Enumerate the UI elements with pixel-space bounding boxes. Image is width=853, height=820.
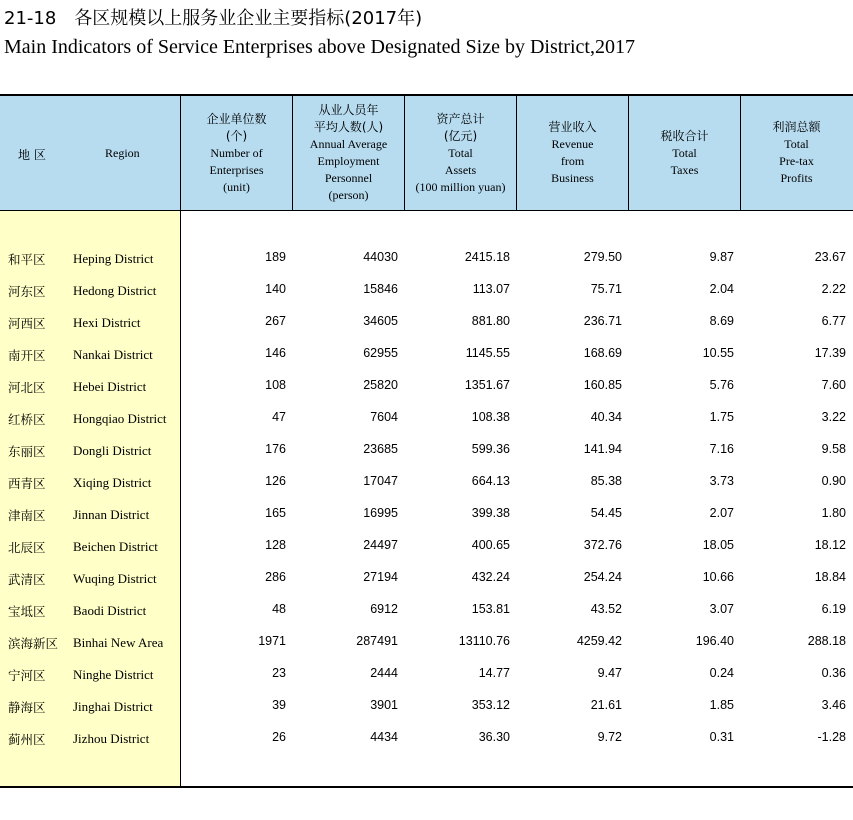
column-header-line: 利润总额 — [772, 120, 821, 134]
region-name-chinese: 河东区 — [8, 284, 46, 299]
cell-value: 168.69 — [583, 346, 622, 360]
region-name-english: Heping District — [73, 251, 154, 266]
cell-value: 9.87 — [709, 250, 734, 264]
cell-value: 4434 — [370, 730, 398, 744]
column-header-line: Business — [551, 171, 594, 185]
cell-value: 18.05 — [702, 538, 734, 552]
cell-value: -1.28 — [817, 730, 846, 744]
region-name-chinese: 东丽区 — [8, 444, 46, 459]
column-header — [629, 96, 740, 210]
region-name-chinese: 宝坻区 — [8, 604, 46, 619]
column-header — [741, 96, 852, 210]
cell-value: 5.76 — [709, 378, 734, 392]
table-row — [0, 596, 853, 628]
table-row — [0, 436, 853, 468]
table-title-chinese: 21-18 各区规模以上服务业企业主要指标(2017年) — [4, 8, 423, 29]
column-header-line: 企业单位数 — [206, 111, 267, 126]
cell-value: 16995 — [363, 506, 398, 520]
cell-value: 165 — [265, 506, 286, 520]
cell-value: 3901 — [370, 698, 398, 712]
bottom-rule — [0, 786, 853, 788]
column-header-line: 从业人员年 — [318, 103, 379, 117]
cell-value: 23 — [272, 666, 286, 680]
cell-value: 1145.55 — [465, 346, 510, 360]
cell-value: 4259.42 — [576, 634, 622, 648]
cell-value: 6.19 — [821, 602, 846, 616]
column-header-line: Assets — [444, 162, 477, 177]
region-name-chinese: 北辰区 — [8, 540, 46, 555]
cell-value: 0.90 — [821, 474, 846, 488]
cell-value: 267 — [265, 314, 286, 328]
cell-value: 10.55 — [702, 346, 734, 360]
region-name-english: Nankai District — [73, 347, 153, 362]
cell-value: 279.50 — [583, 250, 622, 264]
cell-value: 236.71 — [583, 314, 622, 328]
column-header-line: Employment — [317, 154, 380, 168]
region-name-english: Hexi District — [73, 315, 141, 330]
column-header-line: 资产总计 — [436, 111, 485, 126]
region-name-chinese: 宁河区 — [8, 668, 46, 683]
region-name-english: Ninghe District — [73, 667, 154, 682]
column-header-line: 税收合计 — [660, 128, 709, 143]
cell-value: 128 — [265, 538, 286, 552]
cell-value: 372.76 — [583, 538, 622, 552]
table-row — [0, 372, 853, 404]
cell-value: 176 — [265, 442, 286, 456]
cell-value: 13110.76 — [458, 634, 510, 648]
cell-value: 25820 — [363, 378, 398, 392]
region-header-chinese: 地 区 — [18, 148, 46, 162]
cell-value: 141.94 — [583, 442, 622, 456]
column-header-line: (100 million yuan) — [415, 179, 506, 194]
column-header — [405, 96, 516, 210]
cell-value: 9.58 — [821, 442, 846, 456]
table-title-english: Main Indicators of Service Enterprises above Designated Size by District,2017 — [4, 36, 635, 58]
cell-value: 17047 — [363, 474, 398, 488]
cell-value: 10.66 — [702, 570, 734, 584]
cell-value: 18.84 — [814, 570, 846, 584]
region-name-chinese: 河北区 — [8, 380, 46, 395]
cell-value: 153.81 — [471, 602, 510, 616]
table-row — [0, 532, 853, 564]
region-name-chinese: 红桥区 — [8, 412, 46, 427]
region-name-english: Beichen District — [73, 539, 158, 554]
cell-value: 1.80 — [821, 506, 846, 520]
cell-value: 353.12 — [471, 698, 510, 712]
cell-value: 189 — [265, 250, 286, 264]
cell-value: 21.61 — [590, 698, 622, 712]
column-header-line: Total — [672, 145, 697, 160]
cell-value: 288.18 — [807, 634, 846, 648]
cell-value: 254.24 — [583, 570, 622, 584]
cell-value: 9.72 — [597, 730, 622, 744]
cell-value: 1351.67 — [464, 378, 510, 392]
cell-value: 1.75 — [709, 410, 734, 424]
column-header-line: (person) — [328, 188, 369, 202]
table-row — [0, 724, 853, 756]
region-name-english: Hedong District — [73, 283, 157, 298]
cell-value: 24497 — [363, 538, 398, 552]
region-name-english: Binhai New Area — [73, 635, 164, 650]
cell-value: 43.52 — [590, 602, 622, 616]
cell-value: 26 — [272, 730, 286, 744]
cell-value: 286 — [265, 570, 286, 584]
cell-value: 34605 — [363, 314, 398, 328]
table-row — [0, 468, 853, 500]
cell-value: 196.40 — [695, 634, 734, 648]
cell-value: 39 — [272, 698, 286, 712]
cell-value: 2.04 — [709, 282, 734, 296]
column-header-line: Total — [448, 145, 473, 160]
cell-value: 2.22 — [821, 282, 846, 296]
cell-value: 47 — [272, 410, 286, 424]
region-header-english: Region — [105, 146, 140, 160]
cell-value: 0.36 — [821, 666, 846, 680]
table-row — [0, 308, 853, 340]
column-header-line: 营业收入 — [548, 120, 597, 134]
cell-value: 18.12 — [814, 538, 846, 552]
region-name-chinese: 武清区 — [8, 572, 46, 587]
cell-value: 108 — [265, 378, 286, 392]
column-header-line: Profits — [780, 171, 813, 185]
region-name-chinese: 蓟州区 — [8, 732, 46, 747]
column-header-line: 平均人数(人) — [313, 120, 384, 134]
region-name-english: Baodi District — [73, 603, 147, 618]
cell-value: 1971 — [258, 634, 286, 648]
cell-value: 287491 — [356, 634, 398, 648]
table-row — [0, 692, 853, 724]
cell-value: 27194 — [363, 570, 398, 584]
table-row — [0, 340, 853, 372]
cell-value: 2.07 — [709, 506, 734, 520]
column-header-line: (个) — [225, 128, 248, 143]
cell-value: 3.46 — [821, 698, 846, 712]
cell-value: 3.07 — [709, 602, 734, 616]
region-name-chinese: 和平区 — [8, 252, 46, 267]
region-name-english: Jinghai District — [73, 699, 153, 714]
region-name-chinese: 津南区 — [8, 508, 46, 523]
region-name-chinese: 滨海新区 — [8, 636, 59, 651]
table-row — [0, 276, 853, 308]
cell-value: 17.39 — [814, 346, 846, 360]
cell-value: 113.07 — [472, 282, 510, 296]
table-row — [0, 244, 853, 276]
cell-value: 126 — [265, 474, 286, 488]
cell-value: 6912 — [370, 602, 398, 616]
region-name-english: Hongqiao District — [73, 411, 167, 426]
cell-value: 40.34 — [590, 410, 622, 424]
column-header-line: Pre-tax — [779, 154, 814, 168]
region-name-chinese: 静海区 — [8, 700, 46, 715]
column-header-line: (unit) — [223, 179, 250, 194]
column-header-line: Enterprises — [209, 162, 264, 177]
column-header-line: Personnel — [324, 171, 373, 185]
cell-value: 881.80 — [471, 314, 510, 328]
cell-value: 400.65 — [471, 538, 510, 552]
cell-value: 7604 — [370, 410, 398, 424]
cell-value: 432.24 — [471, 570, 510, 584]
cell-value: 8.69 — [709, 314, 734, 328]
column-header-line: Taxes — [670, 162, 699, 177]
column-header-line: from — [560, 154, 585, 168]
cell-value: 85.38 — [590, 474, 622, 488]
region-name-english: Xiqing District — [73, 475, 152, 490]
region-name-chinese: 南开区 — [8, 348, 46, 363]
cell-value: 1.85 — [709, 698, 734, 712]
region-name-english: Hebei District — [73, 379, 147, 394]
table-row — [0, 500, 853, 532]
cell-value: 7.16 — [709, 442, 734, 456]
cell-value: 108.38 — [471, 410, 510, 424]
cell-value: 23.67 — [814, 250, 846, 264]
table-row — [0, 404, 853, 436]
cell-value: 48 — [272, 602, 286, 616]
cell-value: 75.71 — [590, 282, 622, 296]
cell-value: 7.60 — [821, 378, 846, 392]
cell-value: 599.36 — [471, 442, 510, 456]
cell-value: 14.77 — [478, 666, 510, 680]
cell-value: 2444 — [370, 666, 398, 680]
column-header-line: Revenue — [551, 137, 594, 151]
cell-value: 2415.18 — [464, 250, 510, 264]
region-name-chinese: 西青区 — [8, 476, 46, 491]
cell-value: 23685 — [363, 442, 398, 456]
region-name-english: Dongli District — [73, 443, 152, 458]
region-name-chinese: 河西区 — [8, 316, 46, 331]
cell-value: 9.47 — [597, 666, 622, 680]
table-row — [0, 564, 853, 596]
cell-value: 146 — [265, 346, 286, 360]
cell-value: 62955 — [363, 346, 398, 360]
region-name-english: Jizhou District — [73, 731, 150, 746]
cell-value: 54.45 — [590, 506, 622, 520]
column-header-line: Total — [784, 137, 809, 151]
cell-value: 0.31 — [709, 730, 734, 744]
column-header — [293, 96, 404, 210]
cell-value: 6.77 — [821, 314, 846, 328]
column-header — [517, 96, 628, 210]
column-header-line: Number of — [210, 145, 263, 160]
region-name-english: Wuqing District — [73, 571, 157, 586]
region-name-english: Jinnan District — [73, 507, 150, 522]
cell-value: 3.73 — [709, 474, 734, 488]
column-header-line: (亿元) — [443, 128, 478, 143]
cell-value: 44030 — [363, 250, 398, 264]
table-row — [0, 660, 853, 692]
table-row — [0, 628, 853, 660]
cell-value: 664.13 — [471, 474, 510, 488]
cell-value: 36.30 — [478, 730, 510, 744]
column-header-line: Annual Average — [309, 137, 388, 151]
column-header — [181, 96, 292, 210]
cell-value: 160.85 — [583, 378, 622, 392]
cell-value: 3.22 — [821, 410, 846, 424]
cell-value: 0.24 — [709, 666, 734, 680]
cell-value: 15846 — [363, 282, 398, 296]
cell-value: 399.38 — [471, 506, 510, 520]
cell-value: 140 — [265, 282, 286, 296]
